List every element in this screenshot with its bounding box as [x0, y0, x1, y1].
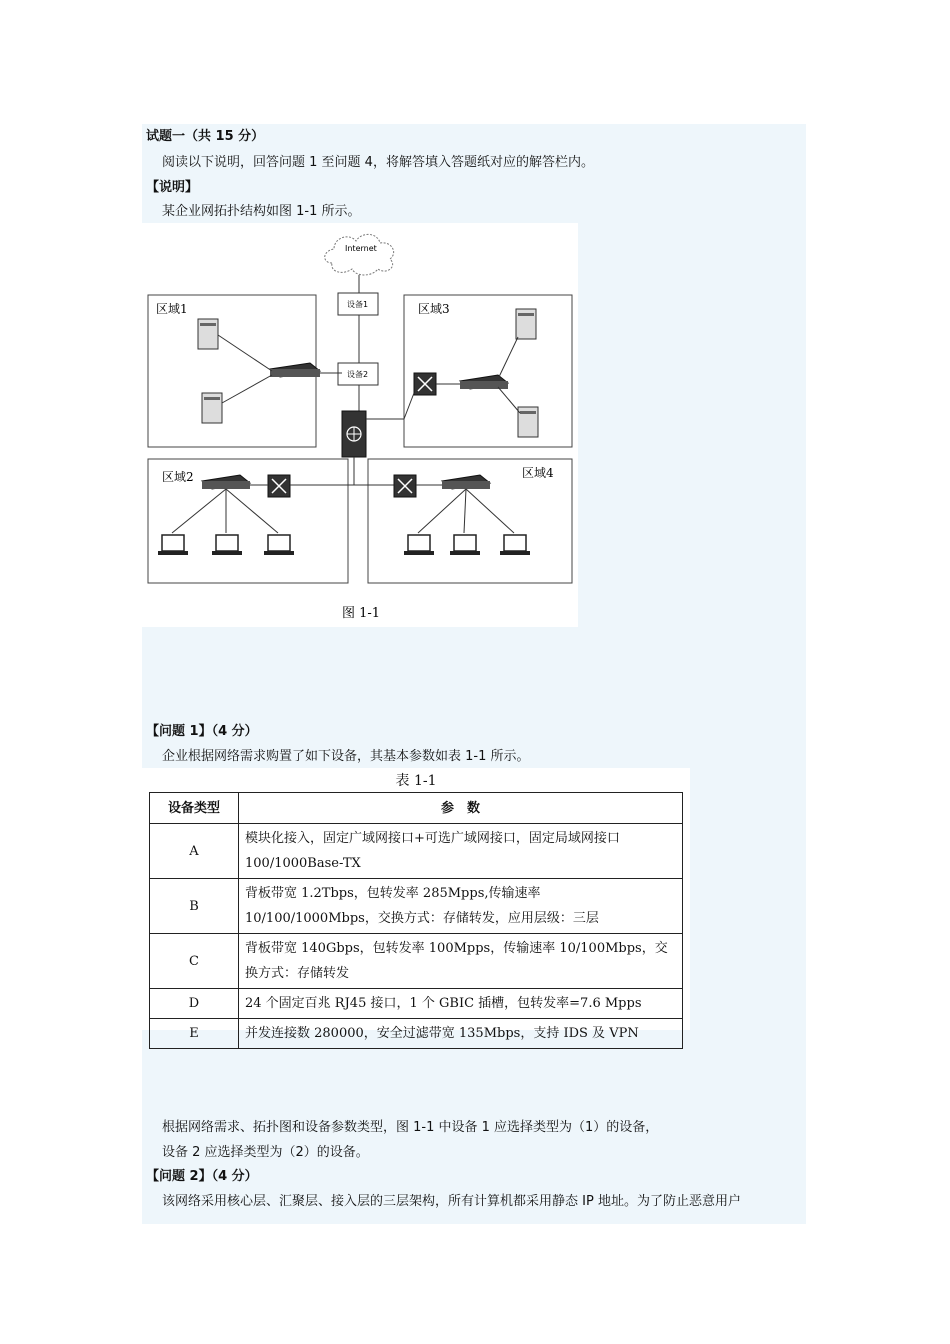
zone3-label: 区域3 — [418, 302, 450, 316]
table-row — [150, 879, 683, 934]
q1-intro: 企业根据网络需求购置了如下设备，其基本参数如表 1-1 所示。 — [162, 749, 530, 764]
device-type-cell: A — [150, 824, 239, 879]
q1-text-line1: 根据网络需求、拓扑图和设备参数类型，图 1-1 中设备 1 应选择类型为（1）的设备， — [162, 1120, 659, 1135]
q2-heading: 【问题 2】（4 分） — [146, 1169, 258, 1184]
zone2-label: 区域2 — [162, 470, 194, 484]
device-param-cell: 并发连接数 280000，安全过滤带宽 135Mbps，支持 IDS 及 VPN — [239, 1019, 683, 1049]
intro-text: 阅读以下说明，回答问题 1 至问题 4，将解答填入答题纸对应的解答栏内。 — [162, 155, 594, 170]
computer-icon — [404, 535, 434, 555]
internet-label: Internet — [345, 244, 377, 253]
device2-label: 设备2 — [347, 370, 369, 379]
topology-diagram — [142, 223, 578, 627]
params-table-wrapper — [142, 768, 690, 1041]
computer-icon — [500, 535, 530, 555]
device-type-cell: E — [150, 1019, 239, 1049]
zone1-label: 区域1 — [156, 302, 188, 316]
device-param-cell: 背板带宽 1.2Tbps，包转发率 285Mpps,传输速率 10/100/1000Mbps，交换方式：存储转发，应用层级：三层 — [239, 879, 683, 934]
header-params: 参 数 — [239, 793, 683, 824]
topology-figure — [142, 223, 578, 627]
table-header-row — [150, 793, 683, 824]
server-icon — [198, 319, 218, 349]
server-icon — [518, 407, 538, 437]
server-icon — [202, 393, 222, 423]
switch-icon — [442, 475, 490, 489]
router-icon — [268, 475, 290, 497]
table-row — [150, 989, 683, 1019]
device-type-cell: C — [150, 934, 239, 989]
explain-text: 某企业网拓扑结构如图 1-1 所示。 — [162, 204, 361, 219]
table-row — [150, 934, 683, 989]
zone4-label: 区域4 — [522, 466, 554, 480]
table-row — [150, 1019, 683, 1049]
computer-icon — [450, 535, 480, 555]
device-type-cell: B — [150, 879, 239, 934]
q1-text-line2: 设备 2 应选择类型为（2）的设备。 — [162, 1145, 369, 1160]
router-icon — [394, 475, 416, 497]
switch-icon — [460, 375, 508, 389]
device1-label: 设备1 — [347, 300, 369, 309]
switch-icon — [202, 475, 250, 489]
explain-heading: 【说明】 — [146, 180, 199, 195]
table-row — [150, 824, 683, 879]
computer-icon — [158, 535, 188, 555]
internet-cloud-icon — [325, 234, 394, 275]
device-type-cell: D — [150, 989, 239, 1019]
header-device-type: 设备类型 — [150, 793, 239, 824]
computer-icon — [264, 535, 294, 555]
question-title: 试题一（共 15 分） — [146, 129, 265, 144]
computer-icon — [212, 535, 242, 555]
core-switch-icon — [342, 411, 366, 457]
router-icon — [414, 373, 436, 395]
q1-heading: 【问题 1】（4 分） — [146, 724, 258, 739]
table-caption: 表 1-1 — [395, 773, 437, 789]
zone3-box — [404, 295, 572, 447]
params-table — [149, 792, 683, 1049]
device-param-cell: 背板带宽 140Gbps，包转发率 100Mpps，传输速率 10/100Mbps，交换方式：存储转发 — [239, 934, 683, 989]
figure-caption: 图 1-1 — [342, 606, 381, 621]
device-param-cell: 模块化接入，固定广域网接口+可选广域网接口，固定局域网接口 100/1000Base-TX — [239, 824, 683, 879]
device-param-cell: 24 个固定百兆 RJ45 接口，1 个 GBIC 插槽，包转发率=7.6 Mpps — [239, 989, 683, 1019]
switch-icon — [270, 363, 320, 377]
q2-text: 该网络采用核心层、汇聚层、接入层的三层架构，所有计算机都采用静态 IP 地址。为了防止恶意用户 — [162, 1194, 741, 1209]
server-icon — [516, 309, 536, 339]
